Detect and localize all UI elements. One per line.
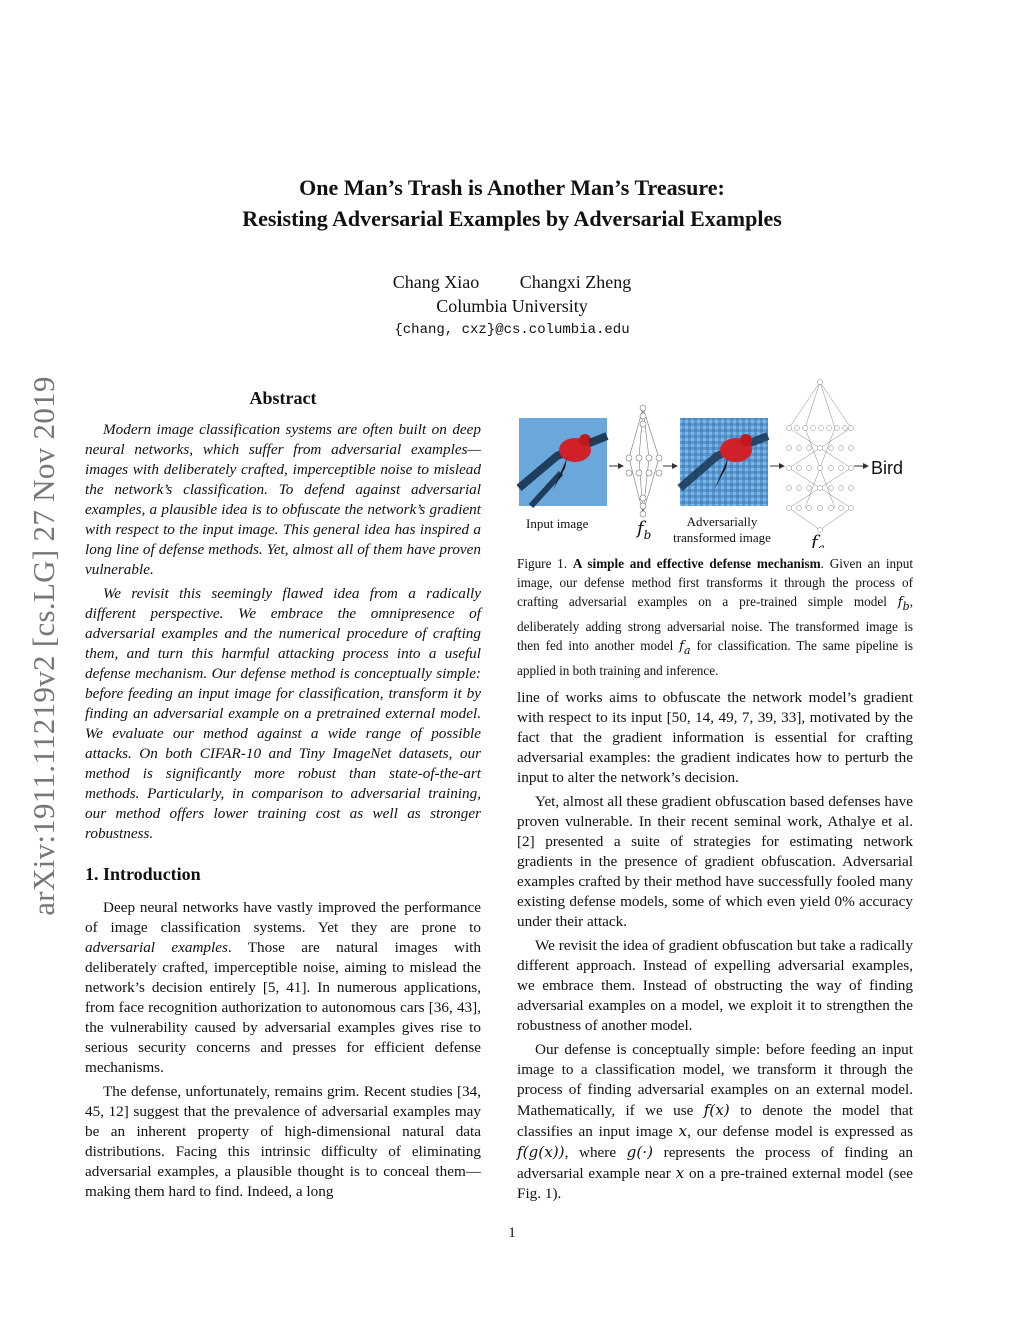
page-number: 1 [508, 1225, 516, 1241]
abstract [85, 386, 481, 844]
emphasis-adversarial-examples: adversarial examples [85, 939, 228, 956]
figure-1-caption: Figure 1. A simple and effective defense mechanism. Given an input image, our defense method first transforms it through the process of crafting adversarial examples on a pre-trained simple model $f_b$, deliberately adding strong adversarial noise. The transformed image is then fed into another model $f_a$ for classification. The same pipeline is applied in both training and inference. [517, 556, 913, 679]
paper-title [0, 172, 1024, 234]
left-column [85, 386, 481, 1202]
fa-network-diagram [787, 380, 854, 533]
label-input-image: Input image [526, 516, 589, 531]
abstract-paragraph-1: Modern image classification systems are often built on deep neural networks, which suffer from adversarial examples—images with deliberately crafted, imperceptible noise to mislead the network’s classification. To defend against adversarial examples, a plausible idea is to obfuscate the network’s gradient with respect to the input image. This general idea has inspired a long line of defense methods. Yet, almost all of them have proven vulnerable. [85, 421, 481, 578]
label-adversarial-2: transformed image [673, 530, 771, 545]
title-line-1: One Man’s Trash is Another Man’s Treasure: [299, 175, 725, 200]
arxiv-stamp: arXiv:1911.11219v2 [cs.LG] 27 Nov 2019 [26, 376, 61, 916]
input-image [519, 418, 607, 506]
abstract-paragraph-2: We revisit this seemingly flawed idea from a radically different perspective. We embrace the omnipresence of adversarial examples and the numerical procedure of crafting them, and turn this harmful attacking process into a useful defense mechanism. Our defense method is conceptually simple: before feeding an input image for classification, transform it by finding an adversarial example on a pretrained external model. We evaluate our method against a wide range of possible attacks. On both CIFAR-10 and Tiny ImageNet datasets, our method is significantly more robust than state-of-the-art methods. Particularly, in comparison to adversarial training, our method offers lower training cost as well as stronger robustness. [85, 585, 481, 842]
section-heading-introduction: 1. Introduction [85, 864, 201, 884]
label-fb: $f_b$ [637, 518, 652, 542]
author-2: Changxi Zheng [519, 272, 632, 292]
output-label: Bird [871, 458, 904, 478]
author-1: Chang Xiao [392, 272, 480, 292]
caption-bold-title: A simple and effective defense mechanism [572, 556, 821, 571]
intro-paragraph-1: Deep neural networks have vastly improved the performance of image classification systems. Yet they are prone to adversarial examples. Those are natural images with deliberately crafted, imperceptible noise, aiming to mislead the network’s decision entirely [5, 41]. In numerous applications, from face recognition authorization to autonomous cars [36, 43], the vulnerability caused by adversarial examples gives rise to serious security concerns and presses for efficient defense mechanisms. [85, 899, 481, 1076]
figure-1 [517, 378, 917, 548]
adversarial-image [680, 418, 768, 506]
author-email: {chang, cxz}@cs.columbia.edu [394, 322, 630, 338]
label-fa: $f_a$ [811, 532, 825, 548]
right-column [517, 688, 913, 1204]
right-paragraph-4: Our defense is conceptually simple: before feeding an input image to a classification model, we transform it through the process of finding adversarial examples on an external model. Mathematically, if we use f(x) to denote the model that classifies an input image x, our defense model is expressed as f(g(x)), where g(·) represents the process of finding an adversarial example near x on a pre-trained external model (see Fig. 1). [517, 1041, 913, 1202]
right-paragraph-2: Yet, almost all these gradient obfuscation based defenses have proven vulnerable. In their recent seminal work, Athalye et al. [2] presented a suite of strategies for estimating network gradients in the presence of gradient obfuscation. Adversarial examples crafted by their method have successfully fooled many existing defense models, some of which even yield 0% accuracy under their attack. [517, 793, 913, 930]
defense-pipeline-diagram [517, 378, 917, 548]
affiliation: Columbia University [436, 296, 588, 316]
abstract-heading: Abstract [249, 388, 317, 408]
title-line-2: Resisting Adversarial Examples by Adversarial Examples [242, 206, 782, 231]
intro-paragraph-2: The defense, unfortunately, remains grim. Recent studies [34, 45, 12] suggest that the prevalence of adversarial examples may be an inherent property of high-dimensional natural data distributions. Facing this intrinsic difficulty of eliminating adversarial examples, a plausible thought is to conceal them—making them hard to find. Indeed, a long [85, 1083, 481, 1200]
right-paragraph-1: line of works aims to obfuscate the network model’s gradient with respect to its input [50, 14, 49, 7, 39, 33], motivated by the fact that the gradient information is essential for crafting adversarial examples: the gradient indicates how to perturb the input to alter the network’s decision. [517, 689, 913, 786]
author-block [0, 270, 1024, 318]
right-paragraph-3: We revisit the idea of gradient obfuscation but take a radically different approach. Instead of expelling adversarial examples, we embrace them. Instead of obstructing the way of finding adversarial examples on a model, we exploit it to strengthen the robustness of another model. [517, 937, 913, 1034]
label-adversarial-1: Adversarially [686, 514, 758, 529]
fb-network-diagram [626, 405, 662, 517]
